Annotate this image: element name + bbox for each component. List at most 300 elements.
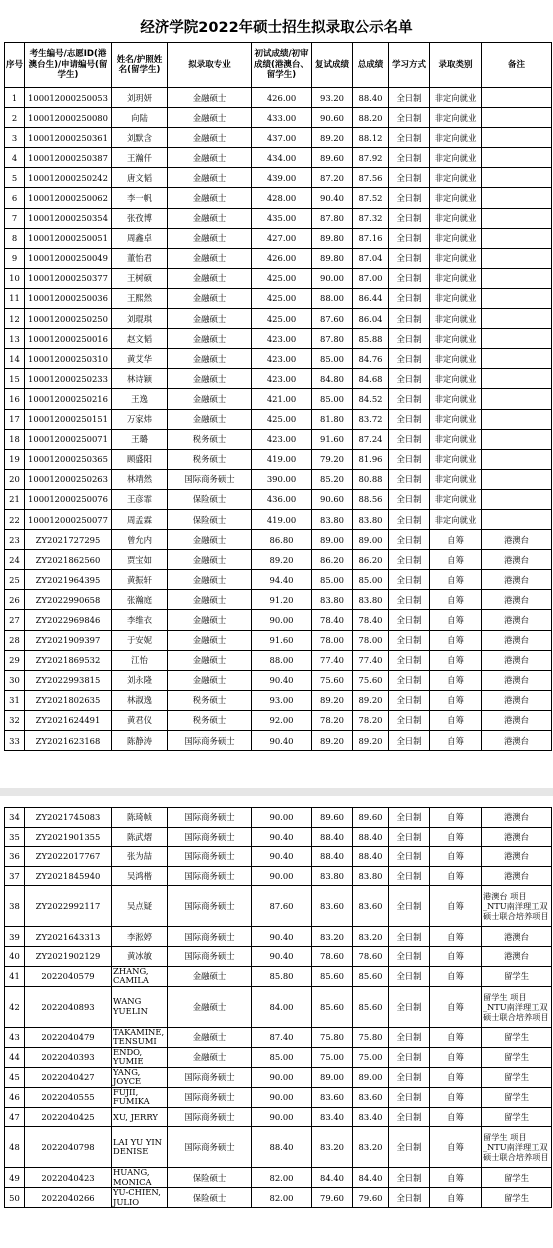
seq-cell: 15 [5, 369, 25, 389]
table-row [5, 168, 552, 188]
study-mode-cell: 全日制 [389, 1168, 430, 1188]
seq-cell: 5 [5, 168, 25, 188]
total-score-cell: 83.80 [353, 509, 389, 529]
admission-type-cell: 非定向就业 [430, 409, 482, 429]
total-score-cell: 87.24 [353, 429, 389, 449]
table-row [5, 369, 552, 389]
header-cell: 学习方式 [389, 43, 430, 88]
major-cell: 金融硕士 [168, 409, 252, 429]
prelim-score-cell: 90.00 [252, 1087, 312, 1107]
name-cell: 王逸 [112, 389, 168, 409]
total-score-cell: 83.72 [353, 409, 389, 429]
study-mode-cell: 全日制 [389, 228, 430, 248]
id-cell: 100012000250242 [25, 168, 112, 188]
retest-score-cell: 85.20 [312, 469, 353, 489]
id-cell: 100012000250354 [25, 208, 112, 228]
prelim-score-cell: 421.00 [252, 389, 312, 409]
total-score-cell: 83.20 [353, 927, 389, 947]
table-row [5, 389, 552, 409]
prelim-score-cell: 419.00 [252, 449, 312, 469]
major-cell: 国际商务硕士 [168, 827, 252, 847]
remark-cell [482, 369, 552, 389]
total-score-cell: 86.20 [353, 550, 389, 570]
remark-cell [482, 349, 552, 369]
remark-cell: 港澳台 [482, 530, 552, 550]
prelim-score-cell: 426.00 [252, 88, 312, 108]
study-mode-cell: 全日制 [389, 986, 430, 1027]
study-mode-cell: 全日制 [389, 570, 430, 590]
admission-type-cell: 自筹 [430, 1107, 482, 1127]
table-row [5, 946, 552, 966]
major-cell: 国际商务硕士 [168, 808, 252, 828]
prelim-score-cell: 419.00 [252, 509, 312, 529]
retest-score-cell: 89.60 [312, 148, 353, 168]
admission-type-cell: 自筹 [430, 530, 482, 550]
table-row [5, 1107, 552, 1127]
study-mode-cell: 全日制 [389, 248, 430, 268]
remark-cell: 港澳台 项目_NTU南洋理工双硕士联合培养项目 [482, 886, 552, 927]
id-cell: ZY2022992117 [25, 886, 112, 927]
remark-cell [482, 509, 552, 529]
total-score-cell: 84.40 [353, 1168, 389, 1188]
id-cell: ZY2022993815 [25, 670, 112, 690]
seq-cell: 35 [5, 827, 25, 847]
id-cell: 100012000250377 [25, 268, 112, 288]
name-cell: FUJII, FUMIKA [112, 1087, 168, 1107]
id-cell: ZY2022969846 [25, 610, 112, 630]
seq-cell: 40 [5, 946, 25, 966]
remark-cell: 留学生 [482, 1188, 552, 1208]
name-cell: 周孟霖 [112, 509, 168, 529]
study-mode-cell: 全日制 [389, 827, 430, 847]
prelim-score-cell: 425.00 [252, 409, 312, 429]
admission-type-cell: 非定向就业 [430, 489, 482, 509]
study-mode-cell: 全日制 [389, 966, 430, 986]
retest-score-cell: 78.60 [312, 946, 353, 966]
retest-score-cell: 78.00 [312, 630, 353, 650]
study-mode-cell: 全日制 [389, 108, 430, 128]
seq-cell: 22 [5, 509, 25, 529]
total-score-cell: 81.96 [353, 449, 389, 469]
id-cell: 2022040555 [25, 1087, 112, 1107]
seq-cell: 17 [5, 409, 25, 429]
retest-score-cell: 83.60 [312, 886, 353, 927]
study-mode-cell: 全日制 [389, 630, 430, 650]
id-cell: 100012000250387 [25, 148, 112, 168]
total-score-cell: 87.92 [353, 148, 389, 168]
prelim-score-cell: 84.00 [252, 986, 312, 1027]
seq-cell: 48 [5, 1127, 25, 1168]
admission-type-cell: 非定向就业 [430, 509, 482, 529]
total-score-cell: 87.00 [353, 268, 389, 288]
table-row [5, 670, 552, 690]
retest-score-cell: 91.60 [312, 429, 353, 449]
admission-type-cell: 自筹 [430, 690, 482, 710]
admission-type-cell: 非定向就业 [430, 389, 482, 409]
prelim-score-cell: 425.00 [252, 268, 312, 288]
major-cell: 金融硕士 [168, 389, 252, 409]
prelim-score-cell: 86.80 [252, 530, 312, 550]
id-cell: 100012000250263 [25, 469, 112, 489]
study-mode-cell: 全日制 [389, 847, 430, 867]
admission-type-cell: 非定向就业 [430, 268, 482, 288]
total-score-cell: 80.88 [353, 469, 389, 489]
prelim-score-cell: 91.60 [252, 630, 312, 650]
study-mode-cell: 全日制 [389, 1047, 430, 1067]
header-cell: 复试成绩 [312, 43, 353, 88]
retest-score-cell: 85.60 [312, 986, 353, 1027]
prelim-score-cell: 427.00 [252, 228, 312, 248]
name-cell: 陈琦帧 [112, 808, 168, 828]
remark-cell [482, 108, 552, 128]
id-cell: 100012000250016 [25, 329, 112, 349]
id-cell: ZY2021862560 [25, 550, 112, 570]
admission-type-cell: 自筹 [430, 710, 482, 730]
seq-cell: 42 [5, 986, 25, 1027]
study-mode-cell: 全日制 [389, 808, 430, 828]
page-separator [0, 788, 553, 796]
table-row [5, 208, 552, 228]
table-row [5, 228, 552, 248]
id-cell: ZY2022017767 [25, 847, 112, 867]
retest-score-cell: 88.40 [312, 827, 353, 847]
major-cell: 金融硕士 [168, 208, 252, 228]
retest-score-cell: 90.60 [312, 489, 353, 509]
retest-score-cell: 90.40 [312, 188, 353, 208]
major-cell: 金融硕士 [168, 108, 252, 128]
name-cell: 李维衣 [112, 610, 168, 630]
name-cell: 林诗颖 [112, 369, 168, 389]
admission-type-cell: 自筹 [430, 886, 482, 927]
major-cell: 国际商务硕士 [168, 1107, 252, 1127]
id-cell: 2022040425 [25, 1107, 112, 1127]
prelim-score-cell: 423.00 [252, 329, 312, 349]
major-cell: 金融硕士 [168, 1047, 252, 1067]
name-cell: 黄艾华 [112, 349, 168, 369]
admission-type-cell: 自筹 [430, 927, 482, 947]
remark-cell [482, 208, 552, 228]
study-mode-cell: 全日制 [389, 389, 430, 409]
remark-cell [482, 329, 552, 349]
admission-type-cell: 非定向就业 [430, 208, 482, 228]
study-mode-cell: 全日制 [389, 927, 430, 947]
major-cell: 金融硕士 [168, 1027, 252, 1047]
remark-cell [482, 309, 552, 329]
id-cell: 100012000250250 [25, 309, 112, 329]
table-row [5, 927, 552, 947]
total-score-cell: 78.40 [353, 610, 389, 630]
seq-cell: 37 [5, 866, 25, 886]
retest-score-cell: 88.40 [312, 847, 353, 867]
name-cell: 陈武熠 [112, 827, 168, 847]
major-cell: 金融硕士 [168, 349, 252, 369]
remark-cell: 留学生 [482, 1047, 552, 1067]
name-cell: ENDO, YUMIE [112, 1047, 168, 1067]
study-mode-cell: 全日制 [389, 886, 430, 927]
prelim-score-cell: 423.00 [252, 369, 312, 389]
major-cell: 金融硕士 [168, 168, 252, 188]
seq-cell: 41 [5, 966, 25, 986]
name-cell: 王瀚仟 [112, 148, 168, 168]
name-cell: ZHANG, CAMILA [112, 966, 168, 986]
remark-cell: 港澳台 [482, 690, 552, 710]
seq-cell: 16 [5, 389, 25, 409]
name-cell: 于安妮 [112, 630, 168, 650]
header-cell: 总成绩 [353, 43, 389, 88]
prelim-score-cell: 90.40 [252, 731, 312, 751]
total-score-cell: 85.60 [353, 966, 389, 986]
total-score-cell: 84.68 [353, 369, 389, 389]
prelim-score-cell: 435.00 [252, 208, 312, 228]
major-cell: 金融硕士 [168, 570, 252, 590]
total-score-cell: 75.60 [353, 670, 389, 690]
table-row [5, 188, 552, 208]
study-mode-cell: 全日制 [389, 208, 430, 228]
table-row [5, 866, 552, 886]
retest-score-cell: 89.80 [312, 248, 353, 268]
table-row [5, 108, 552, 128]
prelim-score-cell: 87.60 [252, 886, 312, 927]
admission-table-page-1 [4, 42, 552, 751]
total-score-cell: 83.80 [353, 866, 389, 886]
total-score-cell: 86.04 [353, 309, 389, 329]
name-cell: 王彦霏 [112, 489, 168, 509]
remark-cell: 港澳台 [482, 946, 552, 966]
seq-cell: 33 [5, 731, 25, 751]
seq-cell: 9 [5, 248, 25, 268]
retest-score-cell: 89.00 [312, 1067, 353, 1087]
table-row [5, 248, 552, 268]
name-cell: 黄振轩 [112, 570, 168, 590]
name-cell: 刘永隆 [112, 670, 168, 690]
name-cell: 唐文韬 [112, 168, 168, 188]
seq-cell: 13 [5, 329, 25, 349]
id-cell: 100012000250216 [25, 389, 112, 409]
table-row [5, 268, 552, 288]
table-row [5, 610, 552, 630]
name-cell: 黄冰敏 [112, 946, 168, 966]
major-cell: 金融硕士 [168, 248, 252, 268]
major-cell: 金融硕士 [168, 88, 252, 108]
admission-type-cell: 自筹 [430, 630, 482, 650]
retest-score-cell: 79.60 [312, 1188, 353, 1208]
table-row [5, 329, 552, 349]
seq-cell: 38 [5, 886, 25, 927]
id-cell: 100012000250080 [25, 108, 112, 128]
total-score-cell: 88.20 [353, 108, 389, 128]
name-cell: 董怡君 [112, 248, 168, 268]
total-score-cell: 83.80 [353, 590, 389, 610]
study-mode-cell: 全日制 [389, 1027, 430, 1047]
table-row [5, 409, 552, 429]
table-row [5, 489, 552, 509]
page-title: 经济学院2022年硕士招生拟录取公示名单 [140, 20, 413, 36]
major-cell: 国际商务硕士 [168, 866, 252, 886]
name-cell: 曾允内 [112, 530, 168, 550]
major-cell: 金融硕士 [168, 650, 252, 670]
remark-cell: 留学生 项目_NTU南洋理工双硕士联合培养项目 [482, 986, 552, 1027]
id-cell: ZY2021964395 [25, 570, 112, 590]
prelim-score-cell: 85.00 [252, 1047, 312, 1067]
admission-type-cell: 自筹 [430, 650, 482, 670]
name-cell: 刘默含 [112, 128, 168, 148]
major-cell: 金融硕士 [168, 268, 252, 288]
name-cell: 江怡 [112, 650, 168, 670]
admission-type-cell: 自筹 [430, 670, 482, 690]
name-cell: TAKAMINE, TENSUMI [112, 1027, 168, 1047]
study-mode-cell: 全日制 [389, 309, 430, 329]
id-cell: 2022040798 [25, 1127, 112, 1168]
table-row [5, 710, 552, 730]
study-mode-cell: 全日制 [389, 1107, 430, 1127]
id-cell: ZY2021901355 [25, 827, 112, 847]
id-cell: 100012000250365 [25, 449, 112, 469]
remark-cell: 港澳台 [482, 710, 552, 730]
id-cell: ZY2021902129 [25, 946, 112, 966]
seq-cell: 10 [5, 268, 25, 288]
admission-type-cell: 自筹 [430, 1127, 482, 1168]
id-cell: ZY2022990658 [25, 590, 112, 610]
admission-type-cell: 非定向就业 [430, 108, 482, 128]
total-score-cell: 83.60 [353, 886, 389, 927]
table-row [5, 1127, 552, 1168]
total-score-cell: 79.60 [353, 1188, 389, 1208]
remark-cell: 留学生 [482, 1067, 552, 1087]
name-cell: WANG YUELIN [112, 986, 168, 1027]
major-cell: 税务硕士 [168, 429, 252, 449]
table-row [5, 1067, 552, 1087]
seq-cell: 12 [5, 309, 25, 329]
total-score-cell: 83.60 [353, 1087, 389, 1107]
major-cell: 国际商务硕士 [168, 1127, 252, 1168]
admission-type-cell: 自筹 [430, 1188, 482, 1208]
admission-type-cell: 自筹 [430, 946, 482, 966]
remark-cell [482, 469, 552, 489]
name-cell: 刘琨琪 [112, 309, 168, 329]
id-cell: ZY2021727295 [25, 530, 112, 550]
table-row [5, 469, 552, 489]
total-score-cell: 78.60 [353, 946, 389, 966]
retest-score-cell: 85.60 [312, 966, 353, 986]
id-cell: 2022040393 [25, 1047, 112, 1067]
admission-type-cell: 自筹 [430, 731, 482, 751]
id-cell: 2022040479 [25, 1027, 112, 1047]
study-mode-cell: 全日制 [389, 409, 430, 429]
name-cell: 万家炜 [112, 409, 168, 429]
seq-cell: 29 [5, 650, 25, 670]
admission-type-cell: 非定向就业 [430, 449, 482, 469]
remark-cell: 留学生 [482, 966, 552, 986]
retest-score-cell: 89.20 [312, 690, 353, 710]
total-score-cell: 78.00 [353, 630, 389, 650]
seq-cell: 8 [5, 228, 25, 248]
header-cell: 序号 [5, 43, 25, 88]
name-cell: YANG, JOYCE [112, 1067, 168, 1087]
table-row [5, 650, 552, 670]
prelim-score-cell: 437.00 [252, 128, 312, 148]
retest-score-cell: 93.20 [312, 88, 353, 108]
total-score-cell: 85.60 [353, 986, 389, 1027]
total-score-cell: 89.20 [353, 690, 389, 710]
remark-cell [482, 389, 552, 409]
major-cell: 金融硕士 [168, 369, 252, 389]
table-row [5, 88, 552, 108]
major-cell: 金融硕士 [168, 329, 252, 349]
major-cell: 金融硕士 [168, 550, 252, 570]
major-cell: 金融硕士 [168, 966, 252, 986]
total-score-cell: 86.44 [353, 288, 389, 308]
prelim-score-cell: 428.00 [252, 188, 312, 208]
total-score-cell: 88.56 [353, 489, 389, 509]
id-cell: 2022040427 [25, 1067, 112, 1087]
study-mode-cell: 全日制 [389, 530, 430, 550]
header-cell: 姓名/护照姓名(留学生) [112, 43, 168, 88]
table-row [5, 630, 552, 650]
study-mode-cell: 全日制 [389, 329, 430, 349]
name-cell: 吴点疑 [112, 886, 168, 927]
retest-score-cell: 77.40 [312, 650, 353, 670]
table-row [5, 570, 552, 590]
study-mode-cell: 全日制 [389, 88, 430, 108]
remark-cell: 港澳台 [482, 808, 552, 828]
id-cell: ZY2021643313 [25, 927, 112, 947]
major-cell: 保险硕士 [168, 1168, 252, 1188]
prelim-score-cell: 425.00 [252, 288, 312, 308]
prelim-score-cell: 90.00 [252, 610, 312, 630]
id-cell: 100012000250062 [25, 188, 112, 208]
seq-cell: 36 [5, 847, 25, 867]
total-score-cell: 85.88 [353, 329, 389, 349]
seq-cell: 46 [5, 1087, 25, 1107]
table-row [5, 148, 552, 168]
table-row [5, 847, 552, 867]
seq-cell: 30 [5, 670, 25, 690]
id-cell: 2022040579 [25, 966, 112, 986]
total-score-cell: 88.40 [353, 827, 389, 847]
total-score-cell: 84.76 [353, 349, 389, 369]
prelim-score-cell: 92.00 [252, 710, 312, 730]
major-cell: 金融硕士 [168, 288, 252, 308]
prelim-score-cell: 423.00 [252, 349, 312, 369]
prelim-score-cell: 90.40 [252, 946, 312, 966]
admission-type-cell: 自筹 [430, 550, 482, 570]
retest-score-cell: 86.20 [312, 550, 353, 570]
study-mode-cell: 全日制 [389, 946, 430, 966]
admission-type-cell: 非定向就业 [430, 469, 482, 489]
prelim-score-cell: 433.00 [252, 108, 312, 128]
seq-cell: 7 [5, 208, 25, 228]
study-mode-cell: 全日制 [389, 590, 430, 610]
seq-cell: 50 [5, 1188, 25, 1208]
seq-cell: 1 [5, 88, 25, 108]
seq-cell: 32 [5, 710, 25, 730]
seq-cell: 34 [5, 808, 25, 828]
table-row [5, 827, 552, 847]
table-row [5, 509, 552, 529]
admission-type-cell: 自筹 [430, 986, 482, 1027]
id-cell: 100012000250310 [25, 349, 112, 369]
prelim-score-cell: 85.80 [252, 966, 312, 986]
major-cell: 金融硕士 [168, 610, 252, 630]
major-cell: 保险硕士 [168, 509, 252, 529]
study-mode-cell: 全日制 [389, 509, 430, 529]
admission-type-cell: 自筹 [430, 1087, 482, 1107]
total-score-cell: 89.60 [353, 808, 389, 828]
retest-score-cell: 83.80 [312, 590, 353, 610]
major-cell: 国际商务硕士 [168, 847, 252, 867]
admission-type-cell: 非定向就业 [430, 248, 482, 268]
table-body [5, 808, 552, 1208]
